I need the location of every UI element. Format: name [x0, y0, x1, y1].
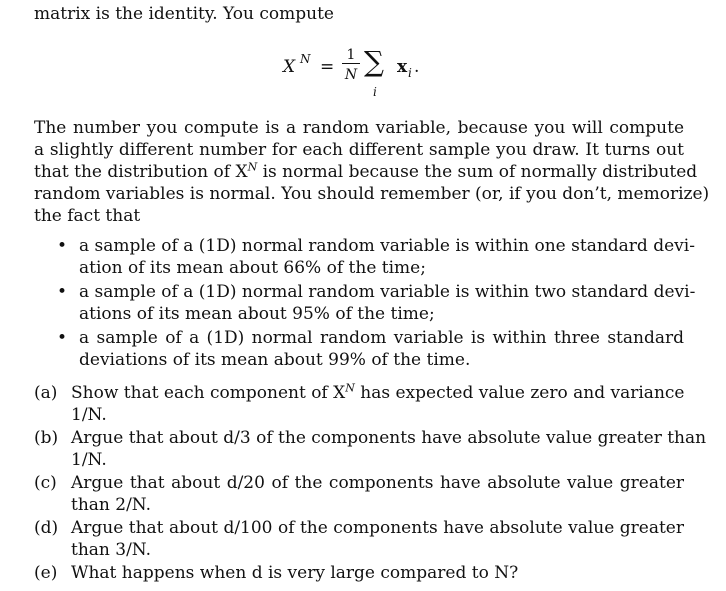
paragraph-superscript: N — [247, 160, 258, 174]
part-label: (b) — [34, 428, 59, 448]
equation-term-subscript: i — [408, 66, 412, 80]
equation-term: x — [397, 57, 408, 77]
list-item-line: ation of its mean about 66% of the time; — [79, 258, 426, 278]
paragraph-line: a slightly different number for each different sample you draw. It turns out — [34, 140, 684, 160]
part-label: (e) — [34, 563, 58, 583]
paragraph-line: random variables is normal. You should remember (or, if you don’t, memorize) — [34, 184, 710, 204]
list-item-line: deviations of its mean about 99% of the time. — [79, 350, 471, 370]
part-line: than 3/N. — [71, 540, 152, 560]
part-label: (c) — [34, 473, 57, 493]
summation-symbol: ∑ — [364, 45, 384, 78]
explanation-paragraph — [34, 117, 710, 227]
list-item-line: a sample of a (1D) normal random variable is within one standard devi- — [79, 236, 695, 256]
list-item-line: ations of its mean about 95% of the time; — [79, 304, 435, 324]
part-line: What happens when d is very large compared to N? — [71, 563, 519, 583]
paragraph-line — [34, 160, 698, 183]
equals-sign: = — [320, 57, 335, 77]
bullet-icon: • — [57, 328, 68, 348]
part-line: 1/N. — [71, 450, 107, 470]
part-line-text: Show that each component of X — [71, 383, 346, 403]
summation-index: i — [373, 85, 377, 99]
fact-list — [34, 235, 696, 373]
equation-period: . — [414, 57, 420, 77]
fraction-denominator: N — [344, 67, 358, 83]
bullet-icon: • — [57, 236, 68, 256]
part-line: 1/N. — [71, 405, 107, 425]
list-item — [57, 235, 695, 279]
part-line: than 2/N. — [71, 495, 152, 515]
fraction-numerator: 1 — [346, 47, 356, 63]
intro-line: matrix is the identity. You compute — [34, 4, 334, 24]
paragraph-line-text: is normal because the sum of normally distributed — [257, 162, 698, 182]
equation-lhs-superscript: N — [300, 52, 311, 66]
mean-equation — [281, 44, 521, 104]
fraction — [342, 44, 360, 82]
list-item-line: a sample of a (1D) normal random variable is within two standard devi- — [79, 282, 696, 302]
paragraph-line-text: that the distribution of X — [34, 162, 248, 182]
bullet-icon: • — [57, 282, 68, 302]
part-superscript: N — [345, 381, 355, 395]
list-item — [57, 281, 696, 325]
part-line-text: has expected value zero and variance — [354, 383, 685, 403]
part-line — [71, 382, 684, 404]
exercise-part-a — [34, 381, 685, 426]
part-line: Argue that about d/100 of the components have absolute value greater — [71, 518, 684, 538]
exercise-parts — [34, 381, 707, 585]
exercise-part-d — [34, 517, 684, 561]
list-item — [57, 327, 684, 371]
part-line: Argue that about d/3 of the components have absolute value greater than — [71, 428, 707, 448]
paragraph-line: the fact that — [34, 206, 141, 226]
part-label: (a) — [34, 383, 58, 403]
part-line: Argue that about d/20 of the components have absolute value greater — [71, 473, 684, 493]
exercise-part-b — [34, 427, 707, 471]
list-item-line: a sample of a (1D) normal random variable is within three standard — [79, 328, 684, 348]
exercise-part-c — [34, 472, 684, 516]
equation-lhs: X — [283, 57, 296, 77]
paragraph-line: The number you compute is a random variable, because you will compute — [34, 118, 684, 138]
exercise-part-e — [34, 562, 684, 584]
part-label: (d) — [34, 518, 59, 538]
